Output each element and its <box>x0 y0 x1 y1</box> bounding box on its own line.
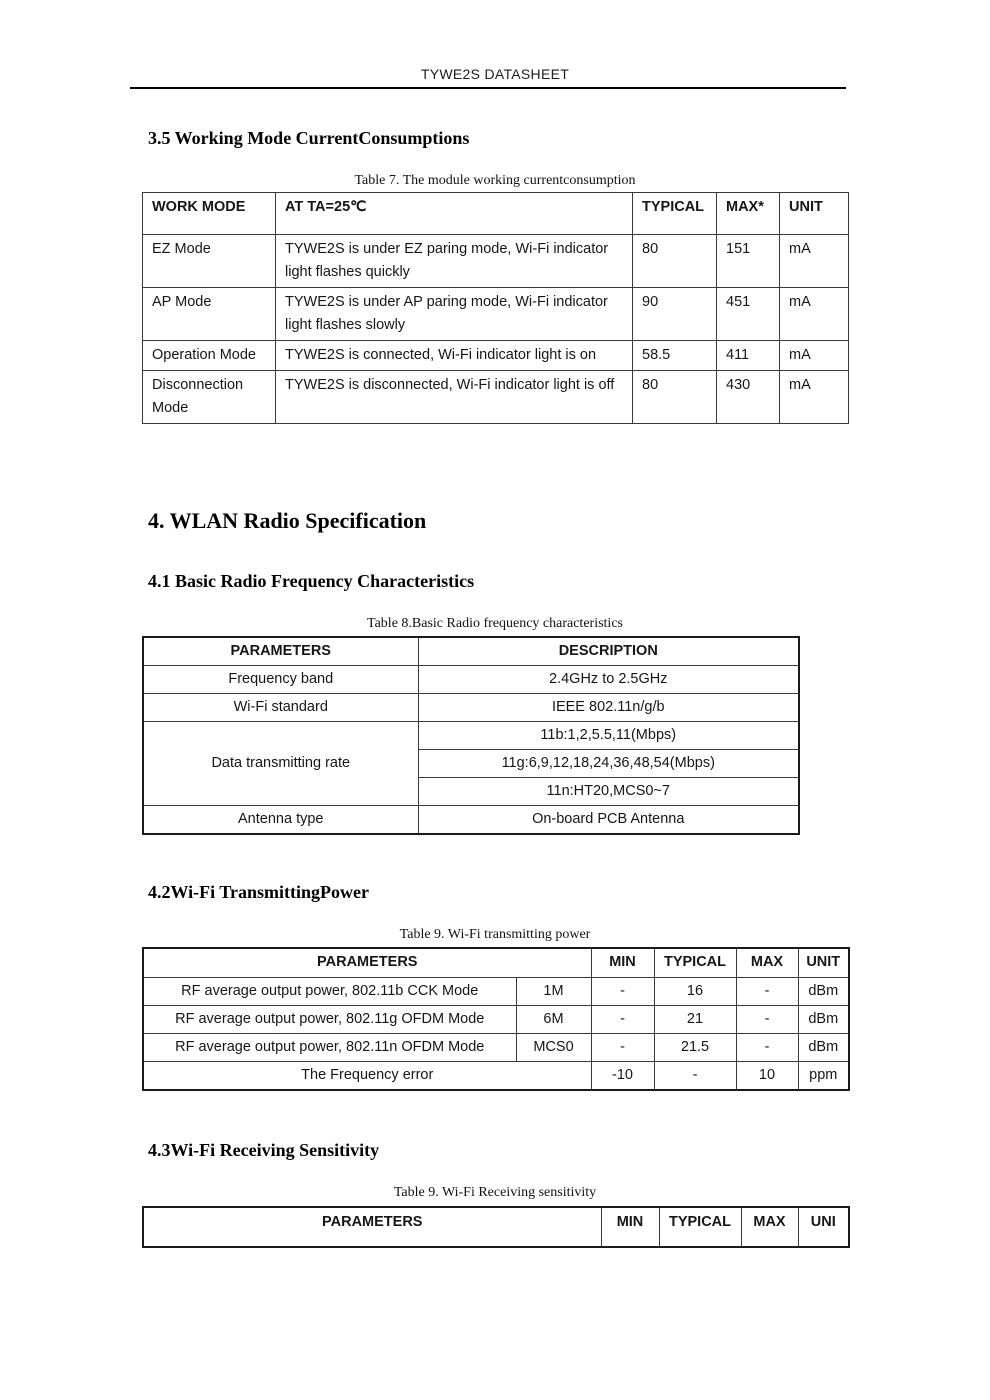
table-cell: - <box>591 978 654 1006</box>
table-cell: TYWE2S is disconnected, Wi-Fi indicator light is off <box>276 371 633 424</box>
table-cell: 2.4GHz to 2.5GHz <box>418 666 799 694</box>
table-row <box>143 694 799 722</box>
table-cell: - <box>736 1006 798 1034</box>
table-header-cell: DESCRIPTION <box>418 637 799 666</box>
table-cell: On-board PCB Antenna <box>418 806 799 835</box>
table-header-cell: MAX <box>736 948 798 978</box>
table9rx-caption: Table 9. Wi-Fi Receiving sensitivity <box>393 1185 597 1200</box>
table-header-cell: UNI <box>798 1207 849 1247</box>
table-cell: mA <box>780 341 849 371</box>
wifi-transmitting-power-table <box>142 947 850 1091</box>
table-cell: 11n:HT20,MCS0~7 <box>418 778 799 806</box>
table-cell: AP Mode <box>143 288 276 341</box>
table-cell: mA <box>780 371 849 424</box>
table-cell: ppm <box>798 1062 849 1091</box>
header-rule <box>130 87 846 89</box>
table-cell: 11b:1,2,5.5,11(Mbps) <box>418 722 799 750</box>
table-header-cell: PARAMETERS <box>143 637 418 666</box>
table-cell: - <box>736 978 798 1006</box>
section-heading-4-3: 4.3Wi-Fi Receiving Sensitivity <box>148 1140 380 1160</box>
table-row <box>143 288 849 341</box>
section-heading-3-5: 3.5 Working Mode CurrentConsumptions <box>148 128 470 148</box>
table-row <box>143 371 849 424</box>
table-cell: mA <box>780 235 849 288</box>
table9tx-caption: Table 9. Wi-Fi transmitting power <box>399 927 591 942</box>
table-cell: 6M <box>516 1006 591 1034</box>
section-heading-4-2: 4.2Wi-Fi TransmittingPower <box>148 882 369 902</box>
table-cell: - <box>654 1062 736 1091</box>
table-header-row <box>143 1207 849 1247</box>
table-cell: 11g:6,9,12,18,24,36,48,54(Mbps) <box>418 750 799 778</box>
table-cell: 21.5 <box>654 1034 736 1062</box>
table-header-cell: UNIT <box>780 193 849 235</box>
table-header-cell: TYPICAL <box>633 193 717 235</box>
table-cell: 151 <box>717 235 780 288</box>
table-cell: 80 <box>633 371 717 424</box>
table-header-cell: UNIT <box>798 948 849 978</box>
table-cell: MCS0 <box>516 1034 591 1062</box>
table-header-cell: MAX <box>741 1207 798 1247</box>
table-cell: - <box>591 1034 654 1062</box>
section-heading-4: 4. WLAN Radio Specification <box>148 508 427 533</box>
table-row <box>143 1062 849 1091</box>
table7-caption: Table 7. The module working currentconsumption <box>354 173 636 188</box>
table-cell: The Frequency error <box>143 1062 591 1091</box>
table-cell: 58.5 <box>633 341 717 371</box>
table-cell: 10 <box>736 1062 798 1091</box>
table-row <box>143 666 799 694</box>
table-cell: Antenna type <box>143 806 418 835</box>
table-cell: 411 <box>717 341 780 371</box>
table-cell: IEEE 802.11n/g/b <box>418 694 799 722</box>
table-cell: dBm <box>798 1034 849 1062</box>
page-header-title: TYWE2S DATASHEET <box>420 66 570 82</box>
table-row <box>143 806 799 835</box>
table-row <box>143 1034 849 1062</box>
table-cell: 21 <box>654 1006 736 1034</box>
table-cell: 80 <box>633 235 717 288</box>
table-header-cell: PARAMETERS <box>143 948 591 978</box>
table-cell: RF average output power, 802.11n OFDM Mode <box>143 1034 516 1062</box>
table-cell: EZ Mode <box>143 235 276 288</box>
table-cell: Frequency band <box>143 666 418 694</box>
table-cell: Operation Mode <box>143 341 276 371</box>
table-cell: TYWE2S is connected, Wi-Fi indicator light is on <box>276 341 633 371</box>
table8-caption: Table 8.Basic Radio frequency characteristics <box>367 616 623 631</box>
table-header-row <box>143 637 799 666</box>
table-cell: RF average output power, 802.11b CCK Mode <box>143 978 516 1006</box>
table-row <box>143 341 849 371</box>
table-cell: - <box>591 1006 654 1034</box>
table-header-cell: MIN <box>591 948 654 978</box>
table-header-cell: AT TA=25℃ <box>276 193 633 235</box>
table-cell: dBm <box>798 1006 849 1034</box>
table-cell: 16 <box>654 978 736 1006</box>
wifi-receiving-sensitivity-table <box>142 1206 850 1248</box>
table-header-cell: WORK MODE <box>143 193 276 235</box>
table-header-cell: MIN <box>601 1207 659 1247</box>
table-cell: Disconnection Mode <box>143 371 276 424</box>
table-cell: 1M <box>516 978 591 1006</box>
working-mode-current-table <box>142 192 849 424</box>
table-header-cell: PARAMETERS <box>143 1207 601 1247</box>
table-cell: TYWE2S is under AP paring mode, Wi-Fi indicator light flashes slowly <box>276 288 633 341</box>
table-row <box>143 235 849 288</box>
table-cell: RF average output power, 802.11g OFDM Mode <box>143 1006 516 1034</box>
section-heading-4-1: 4.1 Basic Radio Frequency Characteristics <box>148 571 475 591</box>
table-cell: - <box>736 1034 798 1062</box>
basic-radio-frequency-table <box>142 636 800 835</box>
table-header-row <box>143 948 849 978</box>
table-header-cell: TYPICAL <box>659 1207 741 1247</box>
table-header-cell: MAX* <box>717 193 780 235</box>
table-header-row <box>143 193 849 235</box>
table-cell: 430 <box>717 371 780 424</box>
table-header-cell: TYPICAL <box>654 948 736 978</box>
table-row <box>143 722 799 750</box>
table-cell: TYWE2S is under EZ paring mode, Wi-Fi indicator light flashes quickly <box>276 235 633 288</box>
table-cell: 90 <box>633 288 717 341</box>
table-cell: dBm <box>798 978 849 1006</box>
table-cell: -10 <box>591 1062 654 1091</box>
table-row <box>143 978 849 1006</box>
table-row <box>143 1006 849 1034</box>
table-cell: Wi-Fi standard <box>143 694 418 722</box>
table-cell: Data transmitting rate <box>143 722 418 806</box>
table-cell: 451 <box>717 288 780 341</box>
table-cell: mA <box>780 288 849 341</box>
